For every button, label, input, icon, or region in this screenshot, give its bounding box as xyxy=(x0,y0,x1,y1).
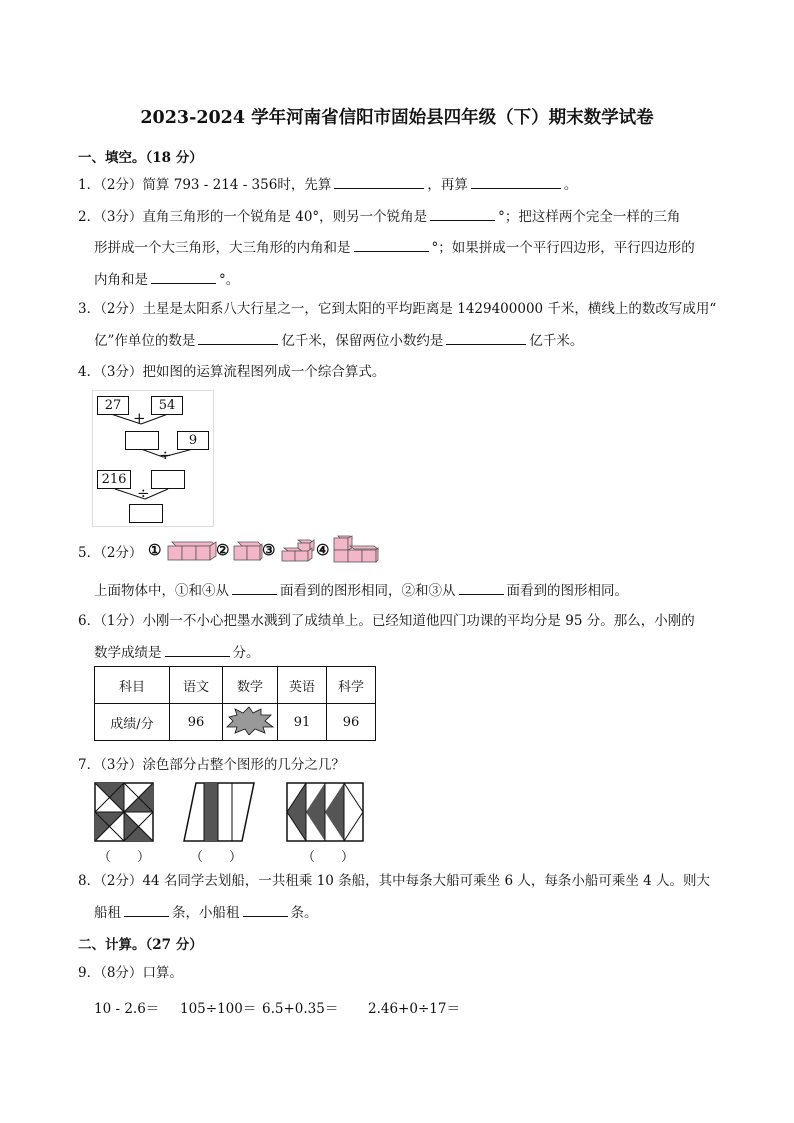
answer-blank[interactable] xyxy=(124,903,169,917)
question-2: 2．（3分）直角三角形的一个锐角是 40°，则另一个锐角是 °；把这样两个完全一样的三角 xyxy=(78,209,681,225)
cube-figure-4 xyxy=(332,534,380,566)
answer-blank[interactable] xyxy=(446,331,526,345)
cube-figure-2 xyxy=(232,540,264,564)
solid-label-3: ③ xyxy=(262,541,276,559)
table-cell: 91 xyxy=(278,704,327,741)
table-header-cell: 英语 xyxy=(278,667,327,704)
plus-operator: + xyxy=(133,409,146,427)
shape-square-triangles xyxy=(94,782,156,842)
divide-operator: ÷ xyxy=(137,484,150,502)
answer-blank-shape-1[interactable]: （ ） xyxy=(98,850,151,865)
flow-box-9: 9 xyxy=(177,431,209,450)
question-5-line-2: 上面物体中，①和④从 面看到的图形相同，②和③从 面看到的图形相同。 xyxy=(94,583,628,599)
answer-blank[interactable] xyxy=(471,175,561,189)
answer-blank[interactable] xyxy=(459,581,504,595)
score-table xyxy=(94,666,376,741)
flow-chart-figure xyxy=(92,390,214,527)
question-1: 1．（2分）简算 793 - 214 - 356时，先算 ，再算 。 xyxy=(78,177,578,193)
table-cell: 96 xyxy=(170,704,223,741)
answer-blank[interactable] xyxy=(151,270,216,284)
question-2-line-2: 形拼成一个大三角形，大三角形的内角和是 °；如果拼成一个平行四边形，平行四边形的 xyxy=(94,240,695,256)
question-2-line-3: 内角和是 °。 xyxy=(94,272,240,288)
question-8-line-2: 船租 条，小船租 条。 xyxy=(94,905,318,921)
cube-figure-1 xyxy=(166,540,218,564)
ink-splash-icon xyxy=(225,705,275,735)
table-header-cell: 数学 xyxy=(223,667,278,704)
question-3: 3．（2分）土星是太阳系八大行星之一，它到太阳的平均距离是 1429400000 千米，横线上的数改写成用“ xyxy=(78,301,717,317)
calc-item-4: 2.46+0÷17＝ xyxy=(368,1001,460,1017)
page-title: 2023-2024 学年河南省信阳市固始县四年级（下）期末数学试卷 xyxy=(140,108,654,128)
answer-blank[interactable] xyxy=(334,175,424,189)
flow-box-27: 27 xyxy=(97,396,129,415)
answer-blank[interactable] xyxy=(198,331,278,345)
answer-blank[interactable] xyxy=(165,643,230,657)
flow-box-54: 54 xyxy=(151,396,183,415)
solid-label-2: ② xyxy=(216,541,230,559)
ink-splash-cell xyxy=(223,704,278,741)
cube-figure-3 xyxy=(280,538,316,564)
answer-blank-shape-3[interactable]: （ ） xyxy=(302,850,355,865)
table-cell: 成绩/分 xyxy=(95,704,170,741)
question-8: 8．（2分）44 名同学去划船，一共租乘 10 条船，其中每条大船可乘坐 6 人，每条小船可乘坐 4 人。则大 xyxy=(78,873,711,889)
table-row xyxy=(95,704,376,741)
calc-item-1: 10 - 2.6＝ xyxy=(94,1001,160,1017)
flow-box-216: 216 xyxy=(97,470,131,489)
flow-box-blank-2 xyxy=(151,470,185,489)
answer-blank[interactable] xyxy=(354,238,429,252)
divide-operator: ÷ xyxy=(159,446,172,464)
shape-rectangle-chevrons xyxy=(286,782,366,842)
table-header-cell: 语文 xyxy=(170,667,223,704)
answer-blank[interactable] xyxy=(232,581,277,595)
answer-blank[interactable] xyxy=(430,207,495,221)
table-header-row xyxy=(95,667,376,704)
question-6-line-2: 数学成绩是 分。 xyxy=(94,645,260,661)
calc-item-2: 105÷100＝ xyxy=(180,1001,257,1017)
question-6: 6．（1分）小刚一不小心把墨水溅到了成绩单上。已经知道他四门功课的平均分是 95 分。那么，小刚的 xyxy=(78,613,695,629)
section-heading-calc: 二、计算。（27 分） xyxy=(78,937,203,953)
question-4: 4．（3分）把如图的运算流程图列成一个综合算式。 xyxy=(78,364,386,380)
shape-parallelogram xyxy=(182,782,256,842)
answer-blank-shape-2[interactable]: （ ） xyxy=(190,850,243,865)
question-9: 9．（8分）口算。 xyxy=(78,965,183,981)
section-heading-fill: 一、填空。（18 分） xyxy=(78,150,203,166)
table-header-cell: 科目 xyxy=(95,667,170,704)
flow-box-blank-1 xyxy=(125,431,159,450)
flow-box-result xyxy=(129,504,163,523)
table-header-cell: 科学 xyxy=(327,667,376,704)
answer-blank[interactable] xyxy=(243,903,288,917)
table-cell: 96 xyxy=(327,704,376,741)
question-5: 5．（2分） xyxy=(78,545,143,561)
calc-item-3: 6.5+0.35＝ xyxy=(262,1001,339,1017)
question-3-line-2: 亿”作单位的数是 亿千米，保留两位小数约是 亿千米。 xyxy=(94,333,584,349)
solid-label-4: ④ xyxy=(316,541,330,559)
solid-label-1: ① xyxy=(148,541,162,559)
question-7: 7．（3分）涂色部分占整个图形的几分之几？ xyxy=(78,757,345,773)
